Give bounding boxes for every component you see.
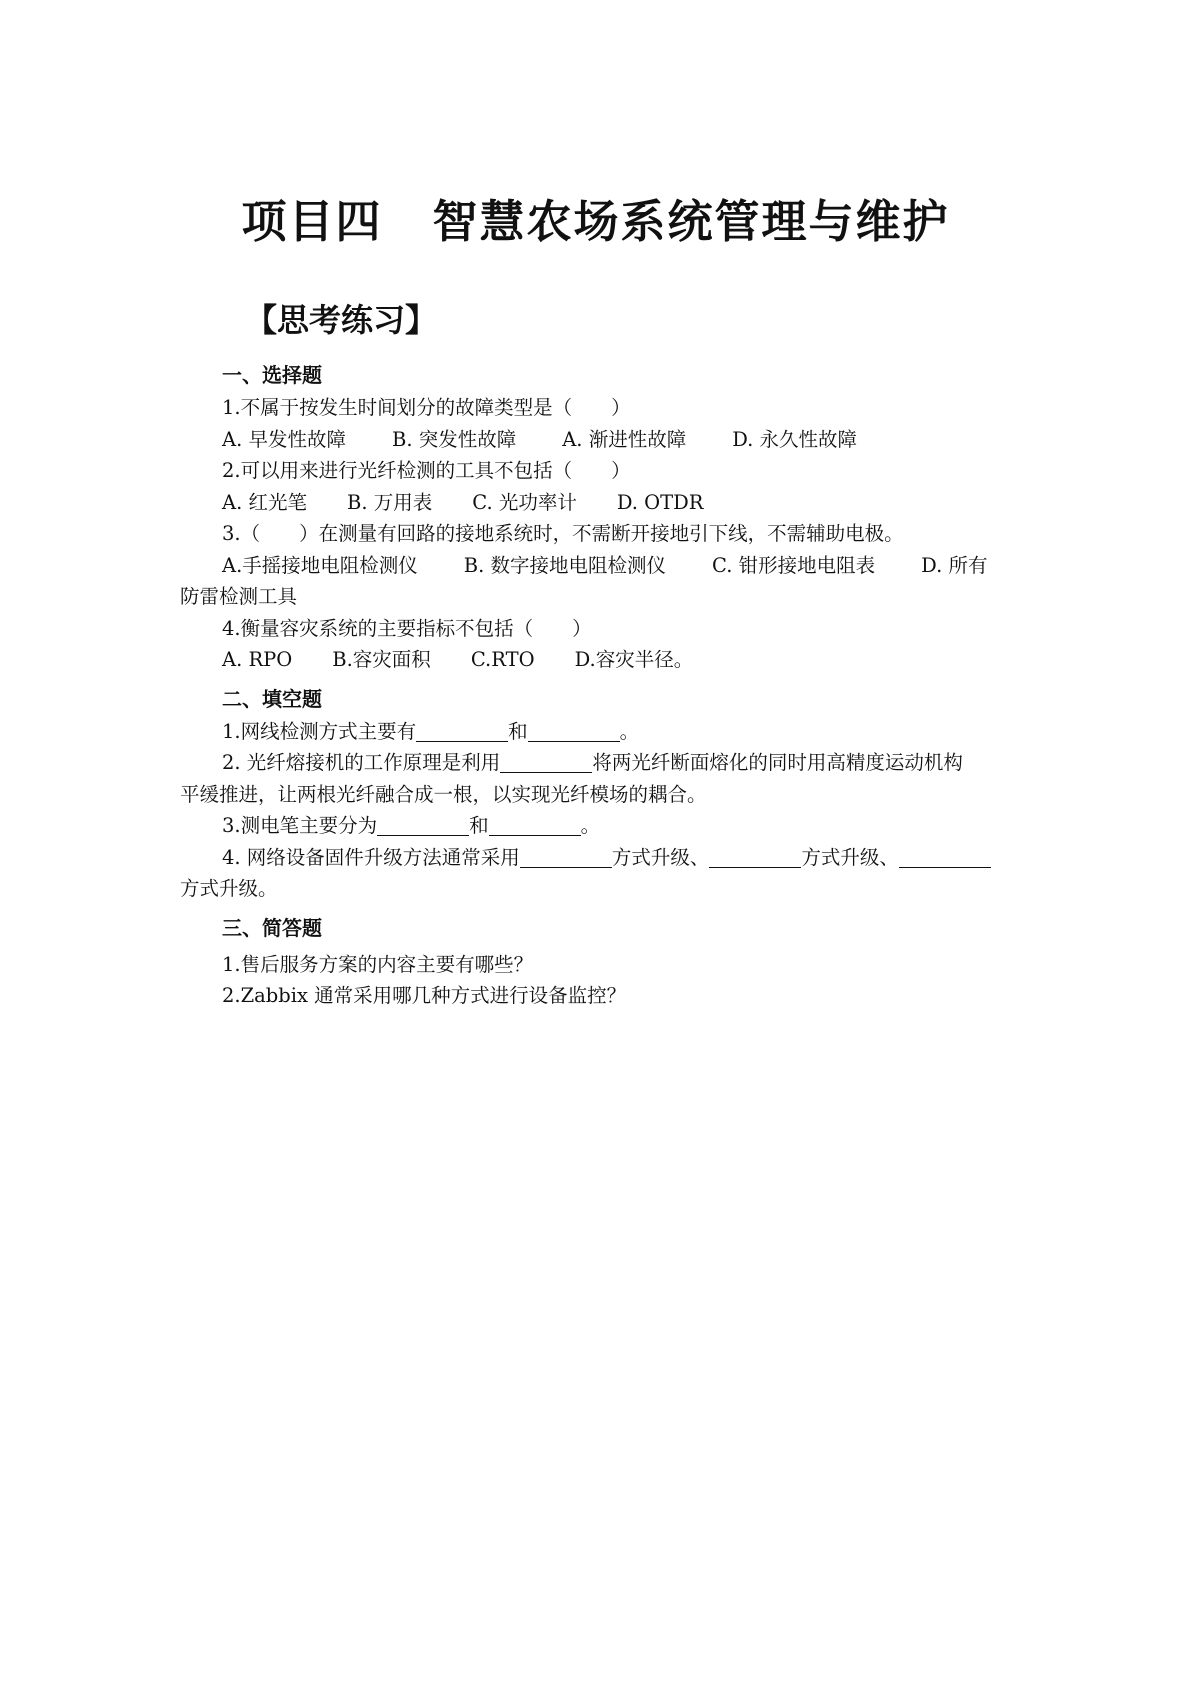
fill-q3-blank-1[interactable] <box>377 815 469 836</box>
choice-q4-option-a: A. RPO <box>222 648 293 671</box>
section-subtitle: 【思考练习】 <box>245 301 438 339</box>
choice-q4-text: 4.衡量容灾系统的主要指标不包括（ ） <box>222 616 592 640</box>
title-name: 智慧农场系统管理与维护 <box>432 195 950 248</box>
fill-q4-blank-3[interactable] <box>899 847 991 868</box>
fill-q3-blank-2[interactable] <box>489 815 581 836</box>
choice-q1-option-d: D. 永久性故障 <box>732 427 858 451</box>
choice-q2-text: 2.可以用来进行光纤检测的工具不包括（ ） <box>222 459 631 482</box>
short-heading: 三、简答题 <box>222 915 322 940</box>
fill-q4-part-b: 方式升级、 <box>611 845 710 869</box>
fill-q4-blank-1[interactable] <box>520 847 612 868</box>
fill-q1-part-c: 。 <box>619 719 640 743</box>
fill-q3-part-b: 和 <box>469 814 489 837</box>
fill-q3-part-a: 3.测电笔主要分为 <box>222 814 378 837</box>
choice-q3-wrap: 防雷检测工具 <box>180 585 298 608</box>
fill-q1-part-b: 和 <box>508 719 528 743</box>
fill-q4-part-a: 4. 网络设备固件升级方法通常采用 <box>222 845 520 869</box>
exercise-body <box>180 358 1010 1012</box>
fill-q1-blank-1[interactable] <box>416 721 508 742</box>
document-title <box>0 185 1191 250</box>
fill-q3 <box>180 810 1010 842</box>
choice-q2-option-c: C. 光功率计 <box>472 490 577 514</box>
choice-q1-option-a: A. 早发性故障 <box>222 427 346 451</box>
choice-q2-option-d: D. OTDR <box>616 490 704 514</box>
fill-q3-part-c: 。 <box>580 814 601 837</box>
choice-q3-text: 3.（ ）在测量有回路的接地系统时，不需断开接地引下线，不需辅助电极。 <box>222 522 904 545</box>
short-q2: 2.Zabbix 通常采用哪几种方式进行设备监控？ <box>222 984 627 1007</box>
choice-q1-option-c: A. 渐进性故障 <box>562 427 687 451</box>
choice-q3-option-b: B. 数字接地电阻检测仪 <box>463 553 667 577</box>
fill-q4-wrap: 方式升级。 <box>180 877 278 900</box>
choice-q2-option-a: A. 红光笔 <box>222 490 307 514</box>
choice-heading: 一、选择题 <box>222 363 322 387</box>
choice-q1-option-b: B. 突发性故障 <box>391 427 517 451</box>
fill-q2-part-a: 2. 光纤熔接机的工作原理是利用 <box>222 751 501 774</box>
choice-q4-option-d: D.容灾半径。 <box>574 648 694 671</box>
choice-q2-options <box>180 487 1010 519</box>
fill-q1 <box>180 716 1010 748</box>
fill-q1-blank-2[interactable] <box>528 721 620 742</box>
fill-q4-part-c: 方式升级、 <box>801 845 899 869</box>
fill-q4-blank-2[interactable] <box>709 847 801 868</box>
fill-q1-part-a: 1.网线检测方式主要有 <box>222 719 417 743</box>
fill-q2 <box>180 747 1010 779</box>
choice-q4-option-c: C.RTO <box>470 648 535 671</box>
short-q1: 1.售后服务方案的内容主要有哪些？ <box>222 952 534 976</box>
choice-q1-text: 1.不属于按发生时间划分的故障类型是（ ） <box>222 396 631 419</box>
fill-q2-part-b: 将两光纤断面熔化的同时用高精度运动机构 <box>592 751 963 774</box>
choice-q4-options <box>180 644 1010 676</box>
choice-q3-option-c: C. 钳形接地电阻表 <box>712 553 876 577</box>
fill-heading: 二、填空题 <box>222 686 322 711</box>
fill-q2-wrap: 平缓推进，让两根光纤融合成一根，以实现光纤模场的耦合。 <box>180 782 707 806</box>
choice-q3-options <box>180 550 1010 582</box>
fill-q4 <box>180 842 1010 874</box>
choice-q3-option-d: D. 所有 <box>921 553 988 577</box>
choice-q2-option-b: B. 万用表 <box>346 490 433 514</box>
fill-q2-blank-1[interactable] <box>500 752 592 773</box>
choice-q1-options <box>180 424 1010 456</box>
title-project: 项目四 <box>241 195 383 248</box>
choice-q4-option-b: B.容灾面积 <box>332 648 431 671</box>
choice-q3-option-a: A.手摇接地电阻检测仪 <box>222 553 418 577</box>
